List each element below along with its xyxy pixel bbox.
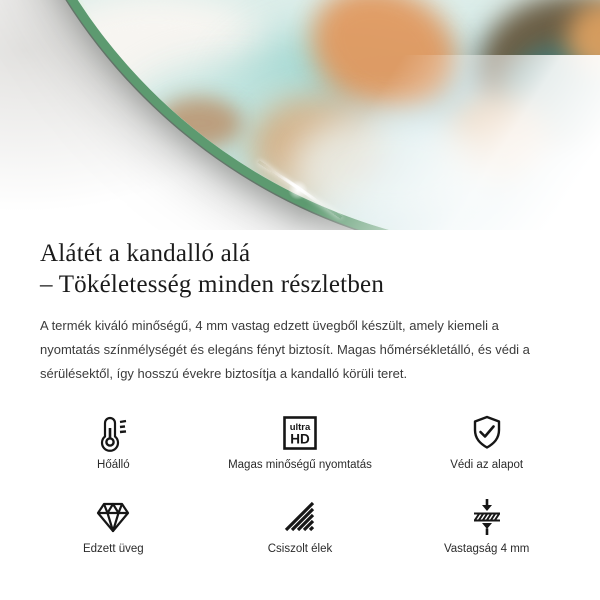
feature-polished-edges (207, 494, 394, 578)
feature-label: Vastagság 4 mm (443, 543, 530, 555)
shield-check-icon (467, 410, 507, 456)
feature-label: Hőálló (97, 459, 130, 471)
product-hero-image (0, 0, 600, 230)
title-line-1: Alátét a kandalló alá (40, 240, 251, 267)
polished-edges-icon (280, 494, 320, 540)
marble-orange-streak (157, 97, 242, 149)
ultra-hd-icon (280, 410, 320, 456)
feature-label: Edzett üveg (82, 543, 144, 555)
feature-tempered-glass (20, 494, 207, 578)
feature-protects-base (393, 410, 580, 494)
thickness-icon (467, 494, 507, 540)
product-description: A termék kiváló minőségű, 4 mm vastag edzett üvegből készült, amely kiemeli a nyomtatás színmélységét és elegáns fényt biztosít. Magas hőmérsékletálló, és védi a sérülésektől, így hosszú évekre biztosítja a kandalló körüli teret. (40, 318, 530, 381)
feature-label: Csiszolt élek (267, 543, 333, 555)
feature-grid (0, 410, 600, 578)
feature-label: Védi az alapot (450, 459, 524, 471)
ultra-hd-icon-text-top: ultra (289, 422, 311, 433)
feature-heat-resistant (20, 410, 207, 494)
title-line-2: – Tökéletesség minden részletben (40, 271, 385, 298)
sparkle-icon (248, 158, 352, 224)
ultra-hd-icon-text-bottom: HD (290, 431, 310, 447)
thermometer-icon (93, 410, 133, 456)
diamond-icon (93, 494, 133, 540)
feature-ultra-hd-print (207, 410, 394, 494)
page-title (40, 238, 560, 300)
feature-label: Magas minőségű nyomtatás (228, 459, 372, 471)
feature-thickness-4mm (393, 494, 580, 578)
